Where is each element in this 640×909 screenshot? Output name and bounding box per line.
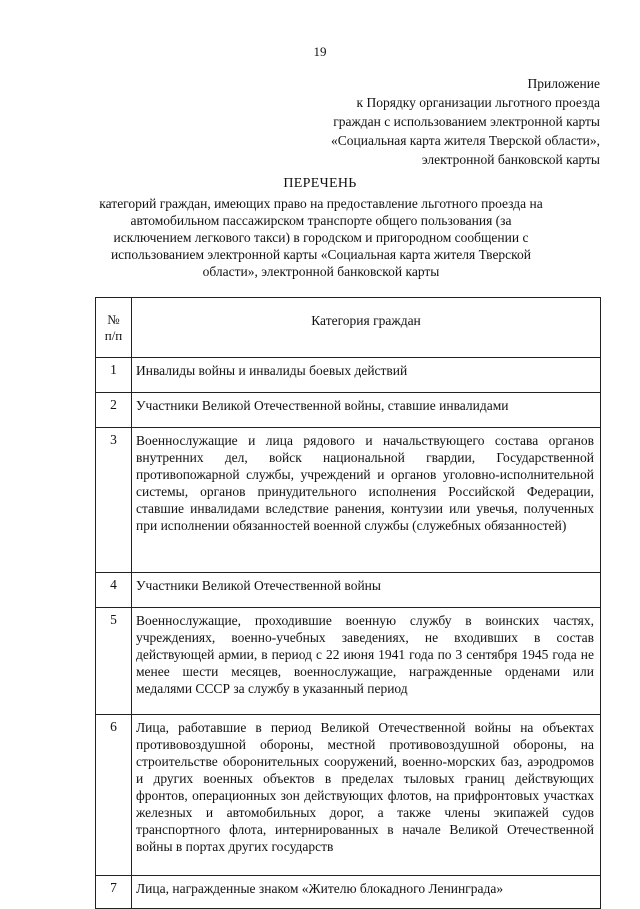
header-number-abbr: п/п (104, 327, 123, 343)
appendix-line: электронной банковской карты (421, 152, 600, 167)
row-number: 5 (96, 608, 132, 715)
row-category: Лица, работавшие в период Великой Отечественной войны на объектах противовоздушной обороны, местной противовоздушной обороны, на строительстве оборонительных сооружений, военно-морских баз, аэродромов и других военных объектов в пределах тыловых границ действующих фронтов, операционных зон действующих флотов, на прифронтовых участках железных и автомобильных дорог, а также члены экипажей судов транспортного флота, интернированных в начале Великой Отечественной войны в портах других государств (132, 715, 601, 876)
row-number: 6 (96, 715, 132, 876)
table-header-row (96, 298, 601, 358)
page-number: 19 (313, 44, 327, 59)
row-number: 2 (96, 393, 132, 428)
categories-table (95, 297, 601, 909)
header-number-symbol: № (107, 311, 120, 327)
document-subtitle: категорий граждан, имеющих право на предоставление льготного проезда на автомобильном пассажирском транспорте общего пользования (за исключением легкового такси) в городском и пригородном сообщении с использованием электронной карты «Социальная карта жителя Тверской области», электронной банковской карты (99, 196, 543, 279)
appendix-header (331, 74, 600, 169)
row-category: Участники Великой Отечественной войны (132, 573, 601, 608)
appendix-line: граждан с использованием электронной карты (333, 114, 600, 129)
row-number: 7 (96, 876, 132, 909)
table-row (96, 358, 601, 393)
row-category: Военнослужащие, проходившие военную службу в воинских частях, учреждениях, военно-учебных заведениях, не входивших в состав действующей армии, в период с 22 июня 1941 года по 3 сентября 1945 года не менее шести месяцев, военнослужащие, награжденные орденами или медалями СССР за службу в указанный период (132, 608, 601, 715)
header-number (96, 298, 132, 358)
table-row (96, 393, 601, 428)
appendix-line: «Социальная карта жителя Тверской области», (331, 133, 600, 148)
row-category: Инвалиды войны и инвалиды боевых действий (132, 358, 601, 393)
table-row (96, 608, 601, 715)
row-number: 4 (96, 573, 132, 608)
row-number: 1 (96, 358, 132, 393)
table-row (96, 876, 601, 909)
row-category: Военнослужащие и лица рядового и начальствующего состава органов внутренних дел, войск национальной гвардии, Государственной противопожарной службы, учреждений и органов уголовно-исполнительной системы, органов принудительного исполнения Российской Федерации, ставшие инвалидами вследствие ранения, контузии или увечья, полученных при исполнении обязанностей военной службы (служебных обязанностей) (132, 428, 601, 573)
row-number: 3 (96, 428, 132, 573)
document-title: ПЕРЕЧЕНЬ (283, 176, 357, 191)
appendix-line: к Порядку организации льготного проезда (356, 95, 600, 110)
row-category: Участники Великой Отечественной войны, ставшие инвалидами (132, 393, 601, 428)
header-category: Категория граждан (132, 298, 601, 358)
table-row (96, 428, 601, 573)
table-row (96, 573, 601, 608)
row-category: Лица, награжденные знаком «Жителю блокадного Ленинграда» (132, 876, 601, 909)
appendix-line: Приложение (527, 76, 600, 91)
table-row (96, 715, 601, 876)
